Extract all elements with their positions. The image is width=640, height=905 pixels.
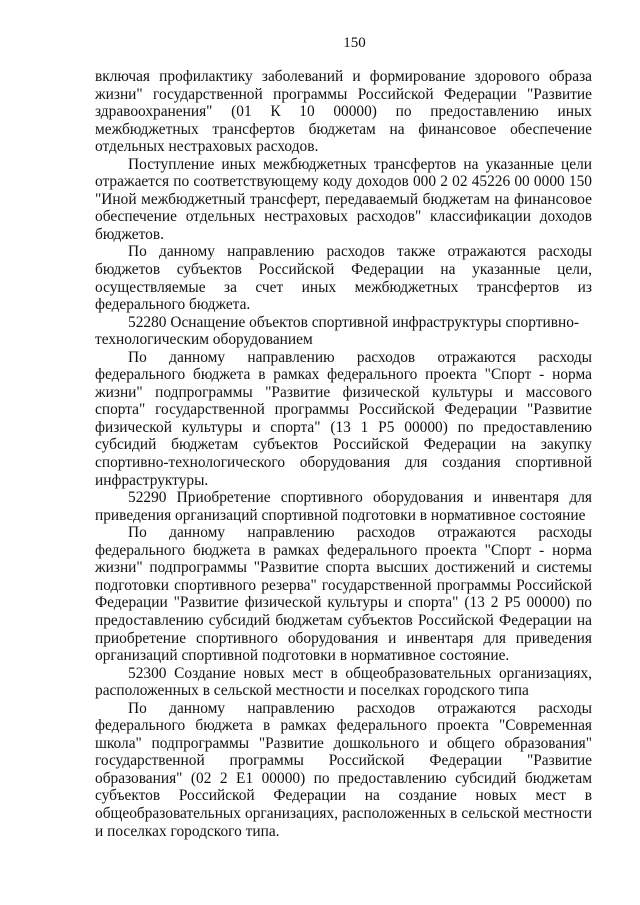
- section-heading-52280: 52280 Оснащение объектов спортивной инфраструктуры спортивно-технологическим оборудованием: [95, 313, 580, 349]
- section-heading-52290: 52290 Приобретение спортивного оборудования и инвентаря для приведения организаций спортивной подготовки в нормативное состояние: [95, 489, 592, 524]
- paragraph: По данному направлению расходов также отражаются расходы бюджетов субъектов Российской Федерации на указанные цели, осуществляемые за счет иных межбюджетных трансфертов из федерального бюджета.: [95, 243, 592, 314]
- paragraph: По данному направлению расходов отражаются расходы федерального бюджета в рамках федерального проекта "Современная школа" подпрограммы "Развитие дошкольного и общего образования" государственной программы Российской Федерации "Развитие образования" (02 2 Е1 00000) по предоставлению субсидий бюджетам субъектов Российской Федерации на создание новых мест в общеобразовательных организациях, расположенных в сельской местности и поселках городского типа.: [95, 699, 592, 840]
- page-number: 150: [343, 35, 366, 51]
- paragraph: По данному направлению расходов отражаются расходы федерального бюджета в рамках федерального проекта "Спорт - норма жизни" подпрограммы "Развитие физической культуры и массового спорта" государственной программы Российской Федерации "Развитие физической культуры и спорта" (13 1 Р5 00000) по предоставлению субсидий бюджетам субъектов Российской Федерации на закупку спортивно-технологического оборудования для создания спортивной инфраструктуры.: [95, 348, 592, 489]
- paragraph-continuation: включая профилактику заболеваний и формирование здорового образа жизни" государственной программы Российской Федерации "Развитие здравоохранения" (01 К 10 00000) по предоставлению иных межбюджетных трансфертов бюджетам на финансовое обеспечение отдельных нестраховых расходов.: [95, 68, 592, 156]
- paragraph: По данному направлению расходов отражаются расходы федерального бюджета в рамках федерального проекта "Спорт - норма жизни" подпрограммы "Развитие спорта высших достижений и системы подготовки спортивного резерва" государственной программы Российской Федерации "Развитие физической культуры и спорта" (13 2 Р5 00000) по предоставлению субсидий бюджетам субъектов Российской Федерации на приобретение спортивного оборудования и инвентаря для приведения организаций спортивной подготовки в нормативное состояние.: [95, 524, 592, 665]
- paragraph: Поступление иных межбюджетных трансфертов на указанные цели отражается по соответствующему коду доходов 000 2 02 45226 00 0000 150 "Иной межбюджетный трансферт, передаваемый бюджетам на финансовое обеспечение отдельных нестраховых расходов" классификации доходов бюджетов.: [95, 155, 592, 243]
- section-heading-52300: 52300 Создание новых мест в общеобразовательных организациях, расположенных в сельской местности и поселках городского типа: [95, 664, 592, 700]
